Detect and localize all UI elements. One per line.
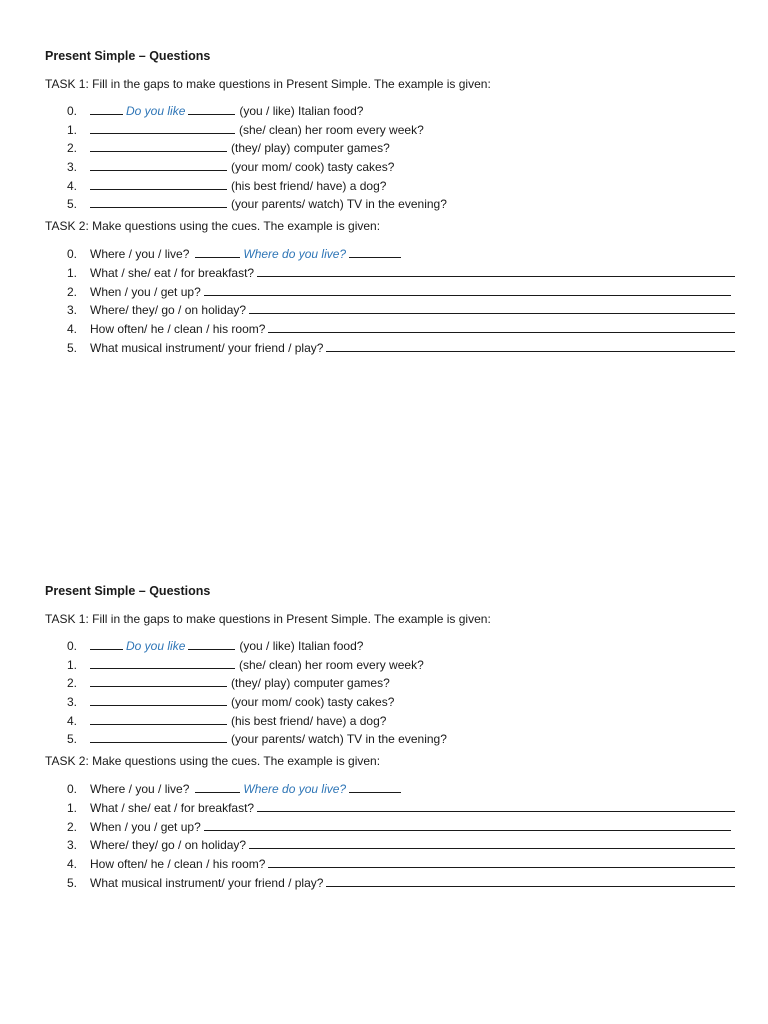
answer-blank[interactable] <box>90 121 235 134</box>
item-number: 1. <box>67 265 78 280</box>
worksheet-title: Present Simple – Questions <box>45 49 211 63</box>
task2-item-2 <box>45 818 735 837</box>
item-cue: (you / like) Italian food? <box>239 639 364 653</box>
task1-heading: TASK 1: Fill in the gaps to make questions in Present Simple. The example is given: <box>45 77 491 91</box>
task2-list <box>45 780 735 892</box>
answer-blank[interactable] <box>90 139 227 152</box>
answer-blank[interactable] <box>349 780 401 793</box>
answer-line[interactable] <box>268 320 735 333</box>
item-number: 3. <box>67 160 78 175</box>
item-cue: (his best friend/ have) a dog? <box>231 713 387 728</box>
item-number: 3. <box>67 303 78 318</box>
answer-line[interactable] <box>326 874 735 887</box>
answer-blank[interactable] <box>90 712 227 725</box>
answer-blank[interactable] <box>90 102 123 115</box>
item-cue: (you / like) Italian food? <box>239 104 364 118</box>
item-number: 4. <box>67 713 78 728</box>
item-cue: Where/ they/ go / on holiday? <box>90 303 247 318</box>
task2-item-4 <box>45 320 735 339</box>
item-cue: (she/ clean) her room every week? <box>239 657 424 672</box>
task1-item-3 <box>45 693 735 712</box>
answer-line[interactable] <box>268 855 735 868</box>
item-number: 2. <box>67 819 78 834</box>
item-cue: (your parents/ watch) TV in the evening? <box>231 197 447 212</box>
answer-line[interactable] <box>204 283 731 296</box>
task2-item-1 <box>45 264 735 283</box>
item-number: 1. <box>67 800 78 815</box>
task2-heading: TASK 2: Make questions using the cues. The example is given: <box>45 754 381 769</box>
item-number: 4. <box>67 178 78 193</box>
answer-line[interactable] <box>257 264 735 277</box>
item-number: 5. <box>67 197 78 212</box>
answer-blank[interactable] <box>90 177 227 190</box>
answer-line[interactable] <box>204 818 731 831</box>
item-cue: How often/ he / clean / his room? <box>90 321 266 336</box>
item-cue: (your parents/ watch) TV in the evening? <box>231 732 447 747</box>
answer-line[interactable] <box>326 339 735 352</box>
item-number: 3. <box>67 838 78 853</box>
answer-blank[interactable] <box>90 674 227 687</box>
item-cue: What / she/ eat / for breakfast? <box>90 800 255 815</box>
task2-item-5 <box>45 339 735 358</box>
item-cue: (they/ play) computer games? <box>231 141 390 156</box>
task2-item-3 <box>45 301 735 320</box>
item-cue: Where / you / live? <box>90 247 190 262</box>
task1-item-2 <box>45 139 735 158</box>
item-cue: What / she/ eat / for breakfast? <box>90 265 255 280</box>
task2-item-0 <box>45 245 735 264</box>
answer-blank[interactable] <box>90 730 227 743</box>
task2-item-0 <box>45 780 735 799</box>
task1-list <box>45 102 735 214</box>
item-cue: (his best friend/ have) a dog? <box>231 178 387 193</box>
item-cue: (they/ play) computer games? <box>231 676 390 691</box>
example-answer: Where do you live? <box>243 782 347 797</box>
task1-list <box>45 637 735 749</box>
item-cue: Where / you / live? <box>90 782 190 797</box>
answer-blank[interactable] <box>90 637 123 650</box>
answer-blank[interactable] <box>195 780 240 793</box>
task1-item-0 <box>45 637 735 656</box>
answer-blank[interactable] <box>90 656 235 669</box>
answer-blank[interactable] <box>195 245 240 258</box>
item-number: 2. <box>67 284 78 299</box>
task1-heading: TASK 1: Fill in the gaps to make questions in Present Simple. The example is given: <box>45 612 491 626</box>
task1-item-0 <box>45 102 735 121</box>
task2-item-5 <box>45 874 735 893</box>
task1-item-4 <box>45 712 735 731</box>
example-answer: Do you like <box>126 104 186 118</box>
answer-line[interactable] <box>249 836 735 849</box>
task2-list <box>45 245 735 357</box>
item-number: 2. <box>67 141 78 156</box>
answer-blank[interactable] <box>90 195 227 208</box>
answer-blank[interactable] <box>90 693 227 706</box>
example-answer: Do you like <box>126 639 186 653</box>
answer-blank[interactable] <box>188 637 235 650</box>
item-cue: How often/ he / clean / his room? <box>90 856 266 871</box>
worksheet-title: Present Simple – Questions <box>45 584 211 598</box>
answer-line[interactable] <box>257 799 735 812</box>
item-cue: What musical instrument/ your friend / play? <box>90 340 324 355</box>
item-number: 1. <box>67 122 78 137</box>
task2-heading: TASK 2: Make questions using the cues. The example is given: <box>45 219 381 234</box>
item-cue: When / you / get up? <box>90 819 201 834</box>
item-cue: (your mom/ cook) tasty cakes? <box>231 160 395 175</box>
task1-item-5 <box>45 730 735 749</box>
task2-item-2 <box>45 283 735 302</box>
item-number: 3. <box>67 695 78 710</box>
item-number: 5. <box>67 732 78 747</box>
item-cue: (your mom/ cook) tasty cakes? <box>231 695 395 710</box>
task1-item-3 <box>45 158 735 177</box>
item-number: 0. <box>67 104 78 118</box>
item-number: 2. <box>67 676 78 691</box>
item-number: 4. <box>67 856 78 871</box>
item-cue: What musical instrument/ your friend / play? <box>90 875 324 890</box>
item-number: 1. <box>67 657 78 672</box>
item-number: 0. <box>67 247 78 262</box>
worksheet-top <box>45 47 735 357</box>
answer-blank[interactable] <box>349 245 401 258</box>
task1-item-1 <box>45 121 735 140</box>
item-number: 0. <box>67 782 78 797</box>
item-number: 0. <box>67 639 78 653</box>
task1-item-1 <box>45 656 735 675</box>
item-number: 5. <box>67 875 78 890</box>
answer-blank[interactable] <box>188 102 235 115</box>
example-answer: Where do you live? <box>243 247 347 262</box>
task1-item-2 <box>45 674 735 693</box>
item-number: 5. <box>67 340 78 355</box>
item-cue: Where/ they/ go / on holiday? <box>90 838 247 853</box>
task2-item-1 <box>45 799 735 818</box>
answer-line[interactable] <box>249 301 735 314</box>
task2-item-3 <box>45 836 735 855</box>
task1-item-5 <box>45 195 735 214</box>
task2-item-4 <box>45 855 735 874</box>
answer-blank[interactable] <box>90 158 227 171</box>
task1-item-4 <box>45 177 735 196</box>
worksheet-bottom <box>45 582 735 892</box>
item-number: 4. <box>67 321 78 336</box>
item-cue: When / you / get up? <box>90 284 201 299</box>
item-cue: (she/ clean) her room every week? <box>239 122 424 137</box>
